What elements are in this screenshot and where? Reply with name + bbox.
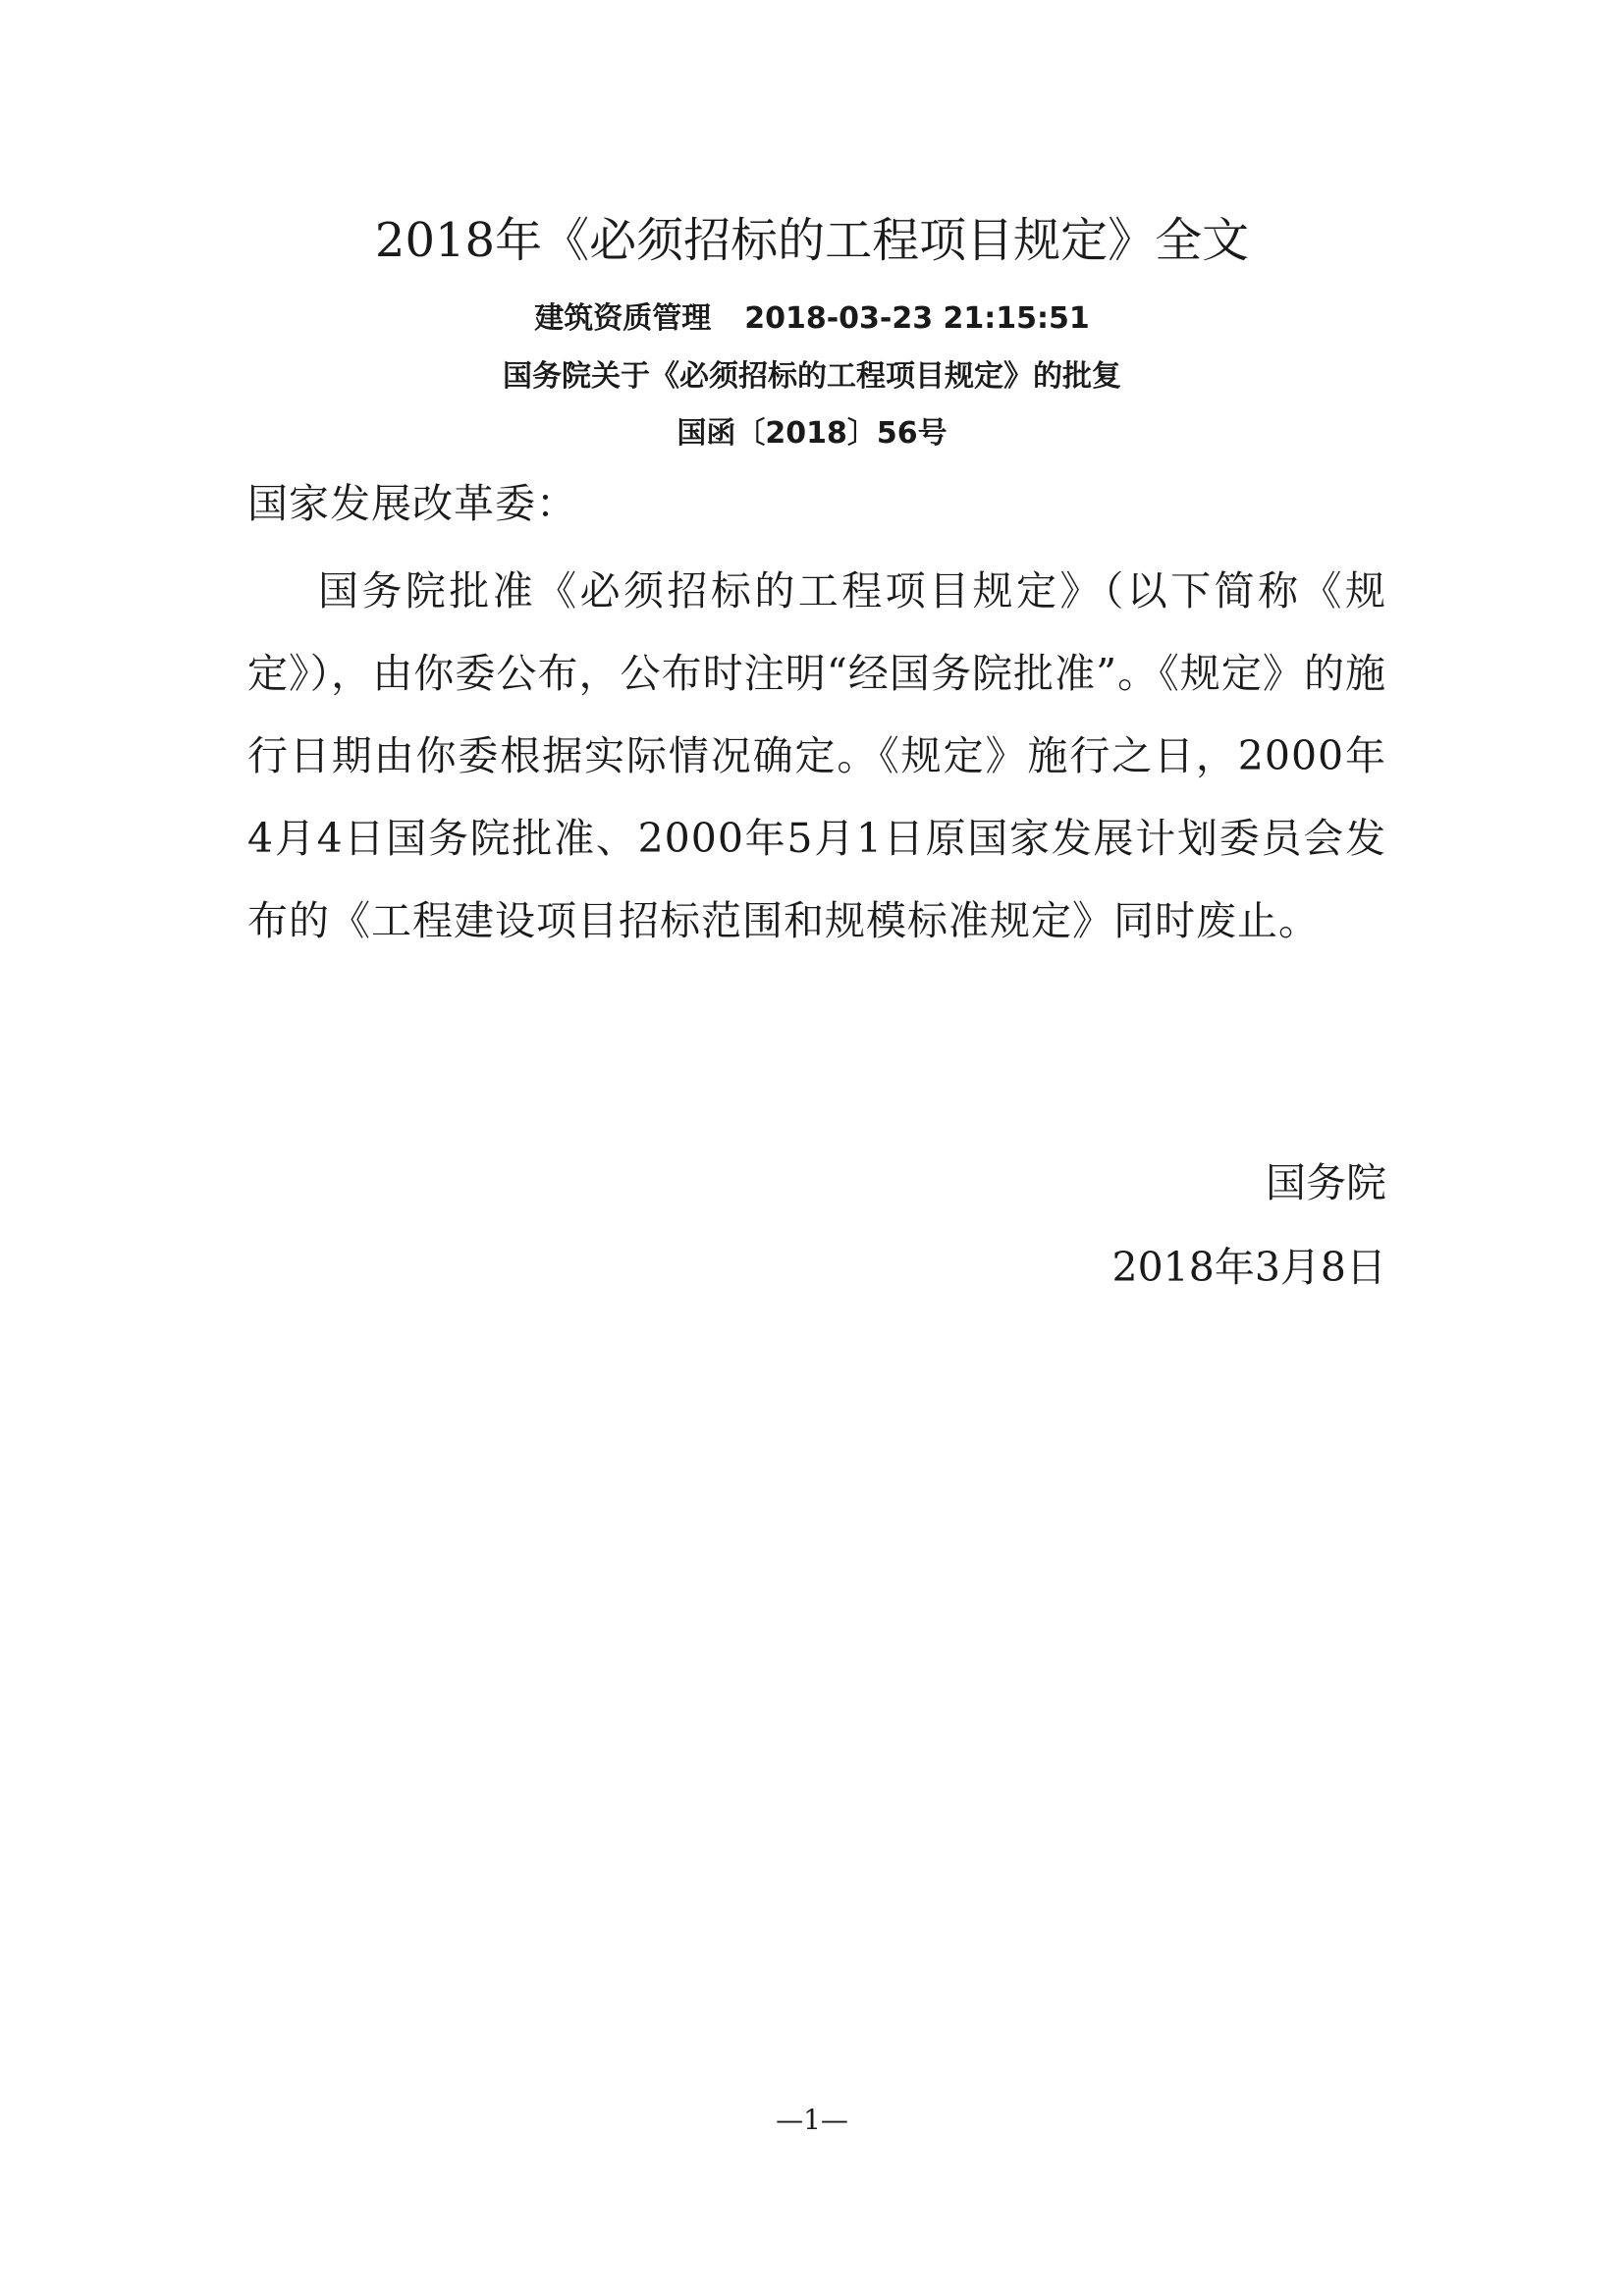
- body-paragraph: 国务院批准《必须招标的工程项目规定》（以下简称《规定》），由你委公布，公布时注明“经国务院批准”。《规定》的施行日期由你委根据实际情况确定。《规定》施行之日，2000年4月4日国务院批准、2000年5月1日原国家发展计划委员会发布的《工程建设项目招标范围和规模标准规定》同时废止。: [247, 567, 1386, 944]
- source-line: [0, 297, 1624, 341]
- document-number: 国函〔2018〕56号: [677, 416, 947, 451]
- signature-organization: 国务院: [1266, 1159, 1386, 1206]
- page-number: —1—: [776, 2104, 848, 2136]
- document-subtitle: 国务院关于《必须招标的工程项目规定》的批复: [503, 359, 1121, 394]
- signature-date: 2018年3月8日: [1111, 1244, 1386, 1291]
- source-name: 建筑资质管理: [534, 301, 712, 336]
- document-title: 2018年《必须招标的工程项目规定》全文: [374, 213, 1250, 268]
- salutation: 国家发展改革委：: [247, 480, 577, 527]
- source-datetime: 2018-03-23 21:15:51: [744, 301, 1090, 336]
